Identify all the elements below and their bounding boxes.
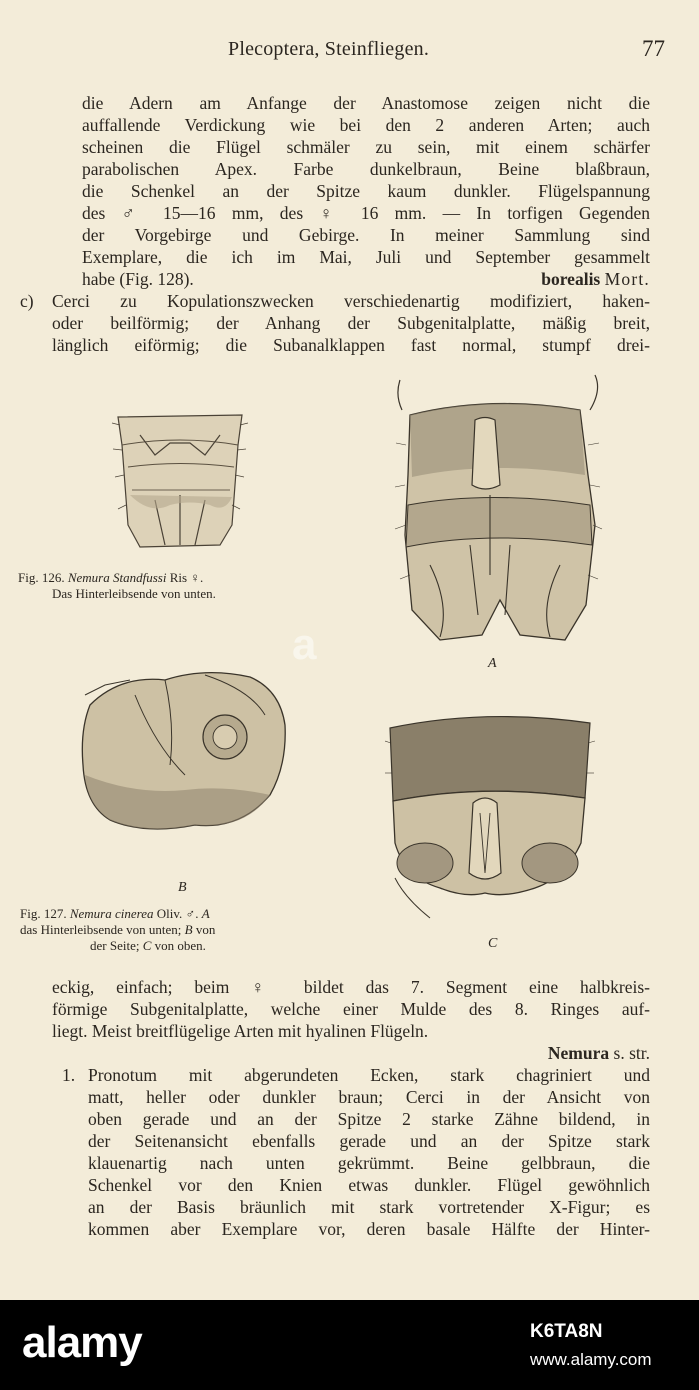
text-line: förmige Subgenitalplatte, welche einer Mulde des 8. Ringes auf-	[52, 999, 650, 1019]
species-line	[82, 268, 650, 290]
text-line: matt, heller oder dunkler braun; Cerci in der Ansicht von	[88, 1087, 650, 1107]
caption-fig-126-author: Ris ♀.	[169, 570, 204, 585]
alamy-logo: alamy	[22, 1318, 142, 1367]
figure-label-c: C	[488, 936, 498, 951]
page-number: 77	[642, 36, 665, 61]
caption-fig-127-species: Nemura cinerea	[69, 906, 154, 921]
text-line: Schenkel vor den Knien etwas dunkler. Flügel gewöhnlich	[88, 1175, 650, 1195]
genus-rest: s. str.	[613, 1043, 650, 1063]
caption-fig-127-letter-b: B	[184, 922, 193, 937]
text-line: oder beilförmig; der Anhang der Subgenitalplatte, mäßig breit,	[52, 313, 650, 333]
text-line: der Seitenansicht ebenfalls gerade und an der Spitze stark	[88, 1131, 650, 1151]
caption-fig-126	[18, 570, 203, 585]
text-line: klauenartig nach unten gekrümmt. Beine gelbbraun, die	[88, 1153, 650, 1173]
species-line-text: habe (Fig. 128).	[82, 269, 194, 289]
caption-fig-127-text: der Seite;	[90, 938, 140, 953]
genus-heading	[52, 1042, 650, 1064]
caption-fig-126-number: Fig. 126.	[18, 570, 65, 585]
figure-126-illustration	[110, 405, 250, 555]
caption-fig-127-text: von oben.	[154, 938, 206, 953]
text-line: scheinen die Flügel schmäler zu sein, mit einem schärfer	[82, 137, 650, 157]
text-line: liegt. Meist breitflügelige Arten mit hyalinen Flügeln.	[52, 1021, 429, 1041]
caption-fig-127-letter-c: C	[142, 938, 152, 953]
text-line: Cerci zu Kopulationszwecken verschiedenartig modifiziert, haken-	[52, 291, 650, 311]
image-id: K6TA8N	[530, 1321, 603, 1342]
figure-127-c-illustration	[385, 703, 595, 923]
item-label-c: c)	[20, 291, 34, 311]
page-header	[0, 30, 699, 70]
text-line: Pronotum mit abgerundeten Ecken, stark chagriniert und	[88, 1065, 650, 1085]
text-line: die Schenkel an der Spitze kaum dunkler. Flügelspannung	[82, 181, 650, 201]
caption-fig-127-line-2	[20, 922, 215, 937]
genus-name: Nemura	[547, 1043, 610, 1063]
text-line: oben gerade und an der Spitze 2 starke Zähne bildend, in	[88, 1109, 650, 1129]
caption-fig-126-species: Nemura Standfussi	[67, 570, 167, 585]
text-line: des ♂ 15—16 mm, des ♀ 16 mm. — In torfigen Gegenden	[82, 203, 650, 223]
figure-label-b: B	[178, 880, 187, 895]
running-head: Plecoptera, Steinfliegen.	[228, 38, 430, 60]
caption-fig-127-letter-a: A	[201, 906, 210, 921]
site-url: www.alamy.com	[530, 1350, 652, 1369]
watermark-brand: a	[292, 620, 317, 669]
text-line: länglich eiförmig; die Subanalklappen fast normal, stumpf drei-	[52, 335, 650, 355]
figure-127-a-illustration	[390, 365, 605, 650]
figure-label-a: A	[488, 656, 497, 671]
figure-127-b-illustration	[75, 665, 290, 840]
item-label-1: 1.	[62, 1065, 76, 1085]
caption-fig-127-line-1	[20, 906, 210, 921]
caption-fig-127-number: Fig. 127.	[20, 906, 67, 921]
text-line: kommen aber Exemplare vor, deren basale Hälfte der Hinter-	[88, 1219, 650, 1239]
species-author: Mort.	[604, 269, 650, 289]
caption-fig-127-author: Oliv. ♂.	[156, 906, 199, 921]
caption-fig-127-text: das Hinterleibsende von unten;	[20, 922, 182, 937]
text-line: parabolischen Apex. Farbe dunkelbraun, Beine blaßbraun,	[82, 159, 650, 179]
text-line: der Vorgebirge und Gebirge. In meiner Sammlung sind	[82, 225, 650, 245]
text-line: auffallende Verdickung wie bei den 2 anderen Arten; auch	[82, 115, 650, 135]
caption-fig-127-text: von	[195, 922, 216, 937]
text-line: an der Basis bräunlich mit stark vortretender X-Figur; es	[88, 1197, 650, 1217]
text-line: Exemplare, die ich im Mai, Juli und September gesammelt	[82, 247, 650, 267]
species-name: borealis	[541, 269, 601, 289]
caption-fig-127-line-3	[90, 938, 206, 953]
text-line: die Adern am Anfange der Anastomose zeigen nicht die	[82, 93, 650, 113]
text-line: eckig, einfach; beim ♀ bildet das 7. Segment eine halbkreis-	[52, 977, 650, 997]
species-name-group	[541, 268, 650, 290]
caption-fig-126-description: Das Hinterleibsende von unten.	[52, 586, 216, 601]
